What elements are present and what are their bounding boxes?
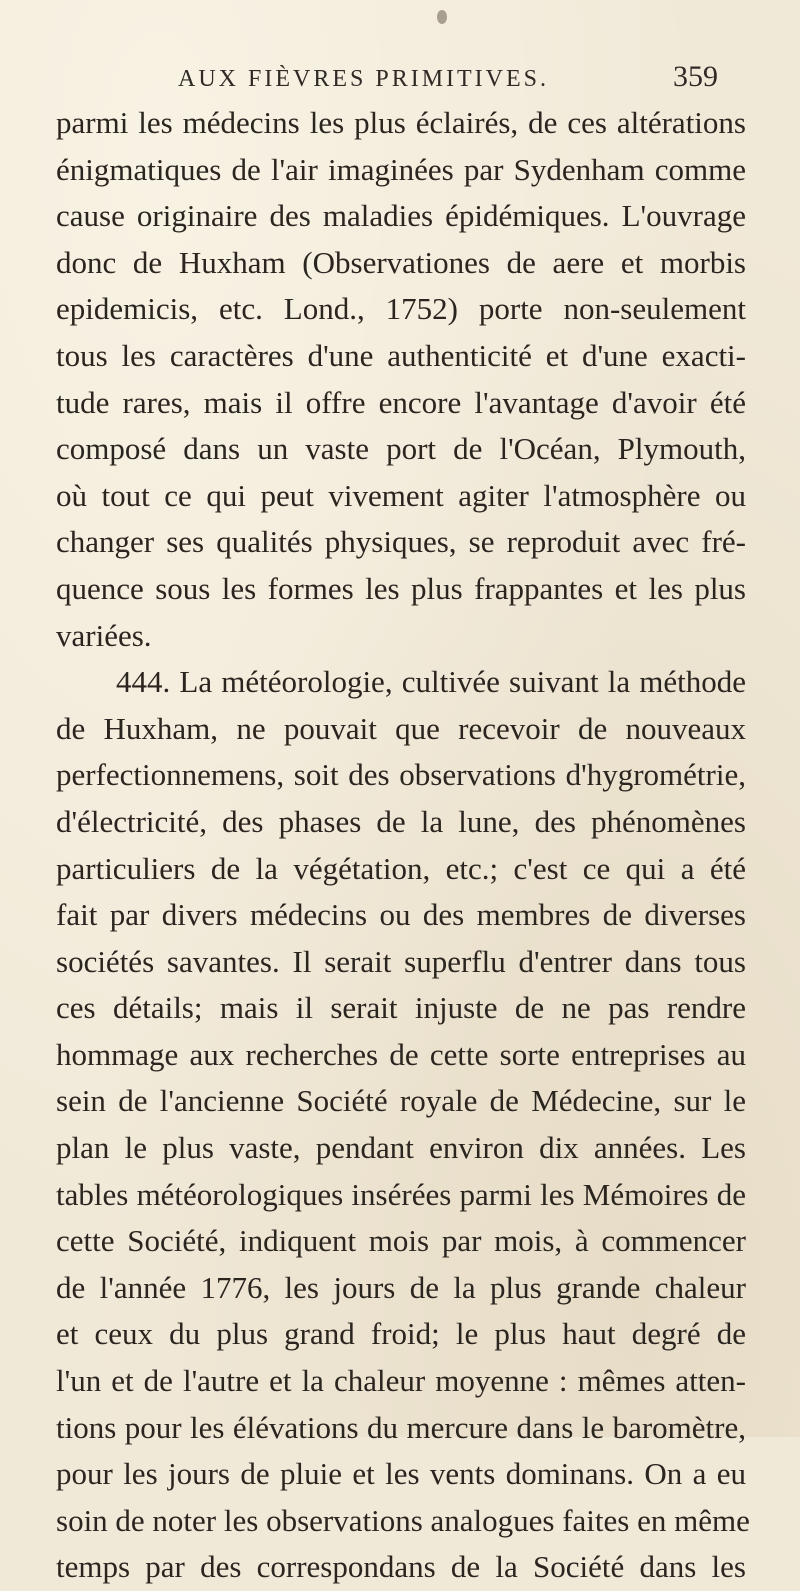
text-line: composé dans un vaste port de l'Océan, Plymouth, bbox=[56, 431, 746, 467]
text-line: tous les caractères d'une authenticité et d'une exacti- bbox=[56, 337, 746, 373]
text-line: variées. bbox=[56, 617, 152, 653]
text-line: particuliers de la végétation, etc.; c'est ce qui a été bbox=[56, 850, 746, 886]
paragraph-2 bbox=[56, 659, 750, 1591]
text-line: tions pour les élévations du mercure dans le baromètre, bbox=[56, 1409, 746, 1445]
text-line: hommage aux recherches de cette sorte entreprises au bbox=[56, 1036, 746, 1072]
text-line: tude rares, mais il offre encore l'avantage d'avoir été bbox=[56, 384, 746, 420]
text-line: perfectionnemens, soit des observations d'hygrométrie, bbox=[56, 757, 746, 793]
text-line: cette Société, indiquent mois par mois, à commencer bbox=[56, 1223, 746, 1259]
text-line: 444. La météorologie, cultivée suivant la méthode bbox=[116, 664, 746, 700]
ink-spot bbox=[437, 10, 447, 24]
text-line: sociétés savantes. Il serait superflu d'entrer dans tous bbox=[56, 943, 746, 979]
text-line: epidemicis, etc. Lond., 1752) porte non-seulement bbox=[56, 291, 746, 327]
text-line: fait par divers médecins ou des membres de diverses bbox=[56, 897, 746, 933]
text-line: de l'année 1776, les jours de la plus grande chaleur bbox=[56, 1269, 746, 1305]
text-line: temps par des correspondans de la Société dans les bbox=[56, 1549, 746, 1585]
text-line: plan le plus vaste, pendant environ dix années. Les bbox=[56, 1130, 746, 1166]
text-line: cause originaire des maladies épidémiques. L'ouvrage bbox=[56, 198, 746, 234]
text-line: parmi les médecins les plus éclairés, de ces altérations bbox=[56, 105, 746, 140]
text-line: ces détails; mais il serait injuste de ne pas rendre bbox=[56, 990, 746, 1026]
body-text bbox=[56, 100, 750, 1591]
text-line: énigmatiques de l'air imaginées par Sydenham comme bbox=[56, 151, 746, 187]
text-line: d'électricité, des phases de la lune, des phénomènes bbox=[56, 803, 746, 839]
text-line: l'un et de l'autre et la chaleur moyenne : mêmes atten- bbox=[56, 1363, 746, 1399]
text-line: sein de l'ancienne Société royale de Médecine, sur le bbox=[56, 1083, 746, 1119]
text-line: pour les jours de pluie et les vents dominans. On a eu bbox=[56, 1456, 746, 1492]
text-line: de Huxham, ne pouvait que recevoir de nouveaux bbox=[56, 710, 746, 746]
text-line: tables météorologiques insérées parmi les Mémoires de bbox=[56, 1176, 746, 1212]
running-title: AUX FIÈVRES PRIMITIVES. bbox=[178, 66, 550, 92]
text-line: soin de noter les observations analogues faites en même bbox=[56, 1502, 750, 1538]
text-line: quence sous les formes les plus frappantes et les plus bbox=[56, 570, 746, 606]
text-line: et ceux du plus grand froid; le plus haut degré de bbox=[56, 1316, 746, 1352]
text-line: changer ses qualités physiques, se reproduit avec fré- bbox=[56, 524, 746, 560]
page-header bbox=[178, 60, 718, 100]
page-number: 359 bbox=[673, 60, 718, 93]
text-line: où tout ce qui peut vivement agiter l'atmosphère ou bbox=[56, 477, 746, 513]
paragraph-1 bbox=[56, 100, 746, 659]
text-line: donc de Huxham (Observationes de aere et morbis bbox=[56, 244, 746, 280]
